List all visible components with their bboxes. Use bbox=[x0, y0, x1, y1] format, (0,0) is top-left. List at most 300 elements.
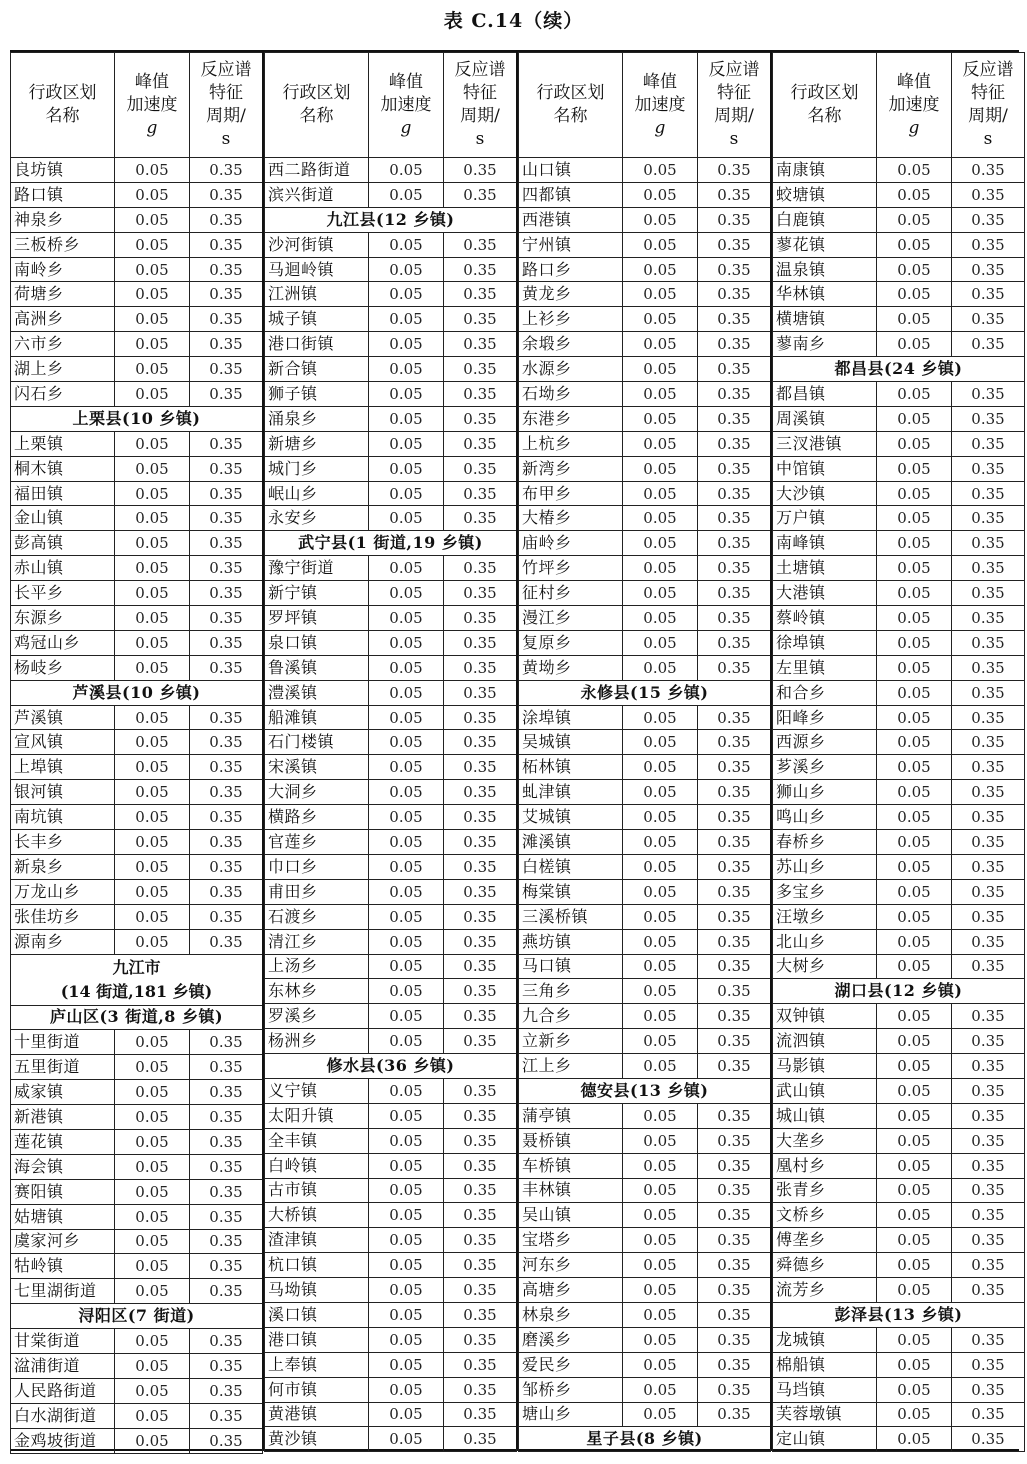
peak-acceleration: 0.05 bbox=[369, 680, 444, 705]
place-name: 大沙镇 bbox=[773, 481, 877, 506]
characteristic-period: 0.35 bbox=[952, 257, 1025, 282]
peak-acceleration: 0.05 bbox=[115, 456, 190, 481]
characteristic-period: 0.35 bbox=[952, 182, 1025, 207]
place-name: 人民路街道 bbox=[11, 1378, 115, 1403]
table-row bbox=[265, 232, 517, 257]
peak-acceleration: 0.05 bbox=[369, 1004, 444, 1029]
table-row bbox=[11, 1329, 263, 1354]
place-name: 巾口乡 bbox=[265, 854, 369, 879]
place-name: 新合镇 bbox=[265, 357, 369, 382]
characteristic-period: 0.35 bbox=[190, 1229, 263, 1254]
place-name: 大树乡 bbox=[773, 954, 877, 979]
peak-acceleration: 0.05 bbox=[369, 705, 444, 730]
table-row bbox=[773, 307, 1025, 332]
table-row bbox=[265, 1278, 517, 1303]
place-name: 马影镇 bbox=[773, 1054, 877, 1079]
place-name: 高塘乡 bbox=[519, 1278, 623, 1303]
place-name: 西源乡 bbox=[773, 730, 877, 755]
characteristic-period: 0.35 bbox=[698, 1153, 771, 1178]
characteristic-period: 0.35 bbox=[698, 207, 771, 232]
peak-acceleration: 0.05 bbox=[877, 954, 952, 979]
peak-acceleration: 0.05 bbox=[115, 207, 190, 232]
characteristic-period: 0.35 bbox=[698, 307, 771, 332]
place-name: 神泉乡 bbox=[11, 207, 115, 232]
characteristic-period: 0.35 bbox=[952, 1128, 1025, 1153]
table-row bbox=[11, 307, 263, 332]
place-name: 赤山镇 bbox=[11, 556, 115, 581]
place-name: 左里镇 bbox=[773, 655, 877, 680]
characteristic-period: 0.35 bbox=[444, 406, 517, 431]
table-row bbox=[265, 1228, 517, 1253]
characteristic-period: 0.35 bbox=[952, 655, 1025, 680]
table-row bbox=[519, 1253, 771, 1278]
table-row bbox=[11, 1353, 263, 1378]
place-name: 磨溪乡 bbox=[519, 1327, 623, 1352]
characteristic-period: 0.35 bbox=[444, 481, 517, 506]
characteristic-period: 0.35 bbox=[444, 979, 517, 1004]
table-row bbox=[11, 830, 263, 855]
peak-acceleration: 0.05 bbox=[623, 406, 698, 431]
table-row bbox=[265, 332, 517, 357]
characteristic-period: 0.35 bbox=[952, 382, 1025, 407]
characteristic-period: 0.35 bbox=[444, 456, 517, 481]
place-name: 宝塔乡 bbox=[519, 1228, 623, 1253]
peak-acceleration: 0.05 bbox=[623, 307, 698, 332]
peak-acceleration: 0.05 bbox=[369, 1103, 444, 1128]
peak-acceleration: 0.05 bbox=[115, 282, 190, 307]
table-row bbox=[519, 481, 771, 506]
place-name: 爱民乡 bbox=[519, 1352, 623, 1377]
place-name: 大洞乡 bbox=[265, 780, 369, 805]
place-name: 丰林镇 bbox=[519, 1178, 623, 1203]
characteristic-period: 0.35 bbox=[190, 456, 263, 481]
county-heading: 芦溪县(10 乡镇) bbox=[11, 680, 263, 705]
characteristic-period: 0.35 bbox=[952, 1004, 1025, 1029]
place-name: 滨兴街道 bbox=[265, 182, 369, 207]
characteristic-period: 0.35 bbox=[444, 182, 517, 207]
section-row bbox=[519, 680, 771, 705]
place-name: 石渡乡 bbox=[265, 904, 369, 929]
peak-acceleration: 0.05 bbox=[115, 904, 190, 929]
characteristic-period: 0.35 bbox=[190, 357, 263, 382]
place-name: 横路乡 bbox=[265, 805, 369, 830]
header-pga-line1: 峰值 bbox=[643, 71, 677, 92]
table-row bbox=[265, 158, 517, 183]
place-name: 甫田乡 bbox=[265, 879, 369, 904]
peak-acceleration: 0.05 bbox=[115, 1329, 190, 1354]
table-row bbox=[773, 382, 1025, 407]
peak-acceleration: 0.05 bbox=[369, 1427, 444, 1452]
peak-acceleration: 0.05 bbox=[115, 1254, 190, 1279]
table-row bbox=[11, 332, 263, 357]
characteristic-period: 0.35 bbox=[698, 630, 771, 655]
characteristic-period: 0.35 bbox=[952, 1054, 1025, 1079]
table-row bbox=[265, 506, 517, 531]
place-name: 上奉镇 bbox=[265, 1352, 369, 1377]
table-row bbox=[11, 1204, 263, 1229]
table-row bbox=[11, 879, 263, 904]
table-row bbox=[265, 879, 517, 904]
characteristic-period: 0.35 bbox=[444, 755, 517, 780]
peak-acceleration: 0.05 bbox=[877, 929, 952, 954]
peak-acceleration: 0.05 bbox=[369, 830, 444, 855]
characteristic-period: 0.35 bbox=[444, 232, 517, 257]
place-name: 姑塘镇 bbox=[11, 1204, 115, 1229]
peak-acceleration: 0.05 bbox=[115, 1055, 190, 1080]
place-name: 罗溪乡 bbox=[265, 1004, 369, 1029]
peak-acceleration: 0.05 bbox=[877, 705, 952, 730]
peak-acceleration: 0.05 bbox=[115, 481, 190, 506]
peak-acceleration: 0.05 bbox=[623, 904, 698, 929]
characteristic-period: 0.35 bbox=[444, 158, 517, 183]
characteristic-period: 0.35 bbox=[698, 929, 771, 954]
place-name: 太阳升镇 bbox=[265, 1103, 369, 1128]
place-name: 荷塘乡 bbox=[11, 282, 115, 307]
peak-acceleration: 0.05 bbox=[369, 307, 444, 332]
peak-acceleration: 0.05 bbox=[623, 1178, 698, 1203]
peak-acceleration: 0.05 bbox=[369, 1153, 444, 1178]
place-name: 三溪桥镇 bbox=[519, 904, 623, 929]
peak-acceleration: 0.05 bbox=[115, 1179, 190, 1204]
peak-acceleration: 0.05 bbox=[369, 730, 444, 755]
table-row bbox=[11, 382, 263, 407]
place-name: 狮山乡 bbox=[773, 780, 877, 805]
table-row bbox=[11, 581, 263, 606]
characteristic-period: 0.35 bbox=[698, 1029, 771, 1054]
place-name: 上汤乡 bbox=[265, 954, 369, 979]
characteristic-period: 0.35 bbox=[952, 755, 1025, 780]
table-row bbox=[11, 1279, 263, 1304]
peak-acceleration: 0.05 bbox=[623, 481, 698, 506]
place-name: 四都镇 bbox=[519, 182, 623, 207]
peak-acceleration: 0.05 bbox=[115, 506, 190, 531]
characteristic-period: 0.35 bbox=[952, 1352, 1025, 1377]
peak-acceleration: 0.05 bbox=[623, 282, 698, 307]
table-row bbox=[11, 705, 263, 730]
table-row bbox=[11, 854, 263, 879]
place-name: 上埠镇 bbox=[11, 755, 115, 780]
place-name: 流泗镇 bbox=[773, 1029, 877, 1054]
table-row bbox=[265, 282, 517, 307]
place-name: 泉口镇 bbox=[265, 630, 369, 655]
data-table bbox=[772, 52, 1025, 1452]
table-row bbox=[773, 332, 1025, 357]
table-row bbox=[265, 1352, 517, 1377]
header-pga-line3: g bbox=[654, 117, 666, 138]
peak-acceleration: 0.05 bbox=[369, 456, 444, 481]
peak-acceleration: 0.05 bbox=[877, 879, 952, 904]
header-period bbox=[952, 53, 1025, 158]
place-name: 芗溪乡 bbox=[773, 755, 877, 780]
characteristic-period: 0.35 bbox=[952, 1327, 1025, 1352]
place-name: 征村乡 bbox=[519, 581, 623, 606]
peak-acceleration: 0.05 bbox=[623, 655, 698, 680]
header-pga-line3: g bbox=[400, 117, 412, 138]
characteristic-period: 0.35 bbox=[698, 1178, 771, 1203]
peak-acceleration: 0.05 bbox=[115, 307, 190, 332]
table-row bbox=[11, 1080, 263, 1105]
peak-acceleration: 0.05 bbox=[623, 382, 698, 407]
table-panel-1 bbox=[10, 52, 262, 1454]
header-period-line4: s bbox=[475, 129, 485, 149]
peak-acceleration: 0.05 bbox=[877, 556, 952, 581]
characteristic-period: 0.35 bbox=[952, 1029, 1025, 1054]
header-pga-line1: 峰值 bbox=[135, 71, 169, 92]
table-row bbox=[519, 606, 771, 631]
table-row bbox=[773, 182, 1025, 207]
peak-acceleration: 0.05 bbox=[877, 257, 952, 282]
table-row bbox=[773, 1327, 1025, 1352]
place-name: 新宁镇 bbox=[265, 581, 369, 606]
characteristic-period: 0.35 bbox=[190, 581, 263, 606]
place-name: 蛟塘镇 bbox=[773, 182, 877, 207]
characteristic-period: 0.35 bbox=[698, 431, 771, 456]
peak-acceleration: 0.05 bbox=[115, 854, 190, 879]
characteristic-period: 0.35 bbox=[698, 506, 771, 531]
peak-acceleration: 0.05 bbox=[877, 382, 952, 407]
peak-acceleration: 0.05 bbox=[369, 158, 444, 183]
table-row bbox=[11, 1129, 263, 1154]
header-name-line1: 行政区划 bbox=[28, 83, 97, 103]
peak-acceleration: 0.05 bbox=[369, 755, 444, 780]
table-row bbox=[773, 1004, 1025, 1029]
table-row bbox=[11, 1254, 263, 1279]
characteristic-period: 0.35 bbox=[444, 1078, 517, 1103]
place-name: 义宁镇 bbox=[265, 1078, 369, 1103]
table-row bbox=[519, 979, 771, 1004]
peak-acceleration: 0.05 bbox=[115, 780, 190, 805]
county-heading: 湖口县(12 乡镇) bbox=[773, 979, 1025, 1004]
peak-acceleration: 0.05 bbox=[877, 1327, 952, 1352]
peak-acceleration: 0.05 bbox=[623, 556, 698, 581]
table-row bbox=[773, 531, 1025, 556]
place-name: 豫宁街道 bbox=[265, 556, 369, 581]
city-heading bbox=[11, 954, 263, 1005]
characteristic-period: 0.35 bbox=[190, 630, 263, 655]
peak-acceleration: 0.05 bbox=[115, 382, 190, 407]
place-name: 和合乡 bbox=[773, 680, 877, 705]
table-row bbox=[773, 456, 1025, 481]
place-name: 漫江乡 bbox=[519, 606, 623, 631]
table-row bbox=[11, 780, 263, 805]
characteristic-period: 0.35 bbox=[444, 332, 517, 357]
characteristic-period: 0.35 bbox=[190, 1179, 263, 1204]
characteristic-period: 0.35 bbox=[444, 1203, 517, 1228]
place-name: 马坳镇 bbox=[265, 1278, 369, 1303]
characteristic-period: 0.35 bbox=[698, 854, 771, 879]
place-name: 黄沙镇 bbox=[265, 1427, 369, 1452]
characteristic-period: 0.35 bbox=[444, 282, 517, 307]
characteristic-period: 0.35 bbox=[952, 232, 1025, 257]
peak-acceleration: 0.05 bbox=[369, 1228, 444, 1253]
section-row bbox=[11, 954, 263, 1005]
section-row bbox=[265, 531, 517, 556]
table-row bbox=[265, 357, 517, 382]
characteristic-period: 0.35 bbox=[444, 780, 517, 805]
characteristic-period: 0.35 bbox=[698, 755, 771, 780]
table-row bbox=[11, 456, 263, 481]
table-row bbox=[265, 1153, 517, 1178]
header-pga-line2: 加速度 bbox=[634, 94, 686, 115]
peak-acceleration: 0.05 bbox=[115, 1080, 190, 1105]
place-name: 罗坪镇 bbox=[265, 606, 369, 631]
peak-acceleration: 0.05 bbox=[623, 830, 698, 855]
place-name: 银河镇 bbox=[11, 780, 115, 805]
characteristic-period: 0.35 bbox=[190, 830, 263, 855]
characteristic-period: 0.35 bbox=[952, 406, 1025, 431]
table-row bbox=[265, 655, 517, 680]
peak-acceleration: 0.05 bbox=[877, 1253, 952, 1278]
place-name: 马迴岭镇 bbox=[265, 257, 369, 282]
peak-acceleration: 0.05 bbox=[369, 182, 444, 207]
header-pga bbox=[369, 53, 444, 158]
characteristic-period: 0.35 bbox=[698, 531, 771, 556]
section-row bbox=[11, 1005, 263, 1030]
table-row bbox=[265, 929, 517, 954]
table-row bbox=[773, 1228, 1025, 1253]
characteristic-period: 0.35 bbox=[190, 307, 263, 332]
place-name: 福田镇 bbox=[11, 481, 115, 506]
characteristic-period: 0.35 bbox=[444, 1278, 517, 1303]
place-name: 万龙山乡 bbox=[11, 879, 115, 904]
characteristic-period: 0.35 bbox=[952, 830, 1025, 855]
characteristic-period: 0.35 bbox=[698, 780, 771, 805]
table-row bbox=[773, 158, 1025, 183]
table-row bbox=[773, 1103, 1025, 1128]
table-row bbox=[11, 207, 263, 232]
place-name: 官莲乡 bbox=[265, 830, 369, 855]
characteristic-period: 0.35 bbox=[952, 307, 1025, 332]
peak-acceleration: 0.05 bbox=[623, 755, 698, 780]
table-row bbox=[11, 1105, 263, 1130]
data-table bbox=[264, 52, 517, 1452]
data-table bbox=[518, 52, 771, 1452]
peak-acceleration: 0.05 bbox=[623, 232, 698, 257]
table-row bbox=[519, 1278, 771, 1303]
characteristic-period: 0.35 bbox=[190, 854, 263, 879]
place-name: 六市乡 bbox=[11, 332, 115, 357]
place-name: 阳峰乡 bbox=[773, 705, 877, 730]
characteristic-period: 0.35 bbox=[190, 730, 263, 755]
characteristic-period: 0.35 bbox=[444, 705, 517, 730]
characteristic-period: 0.35 bbox=[444, 680, 517, 705]
place-name: 虬津镇 bbox=[519, 780, 623, 805]
characteristic-period: 0.35 bbox=[952, 506, 1025, 531]
table-row bbox=[265, 705, 517, 730]
place-name: 鸣山乡 bbox=[773, 805, 877, 830]
peak-acceleration: 0.05 bbox=[115, 1353, 190, 1378]
table-row bbox=[265, 1178, 517, 1203]
characteristic-period: 0.35 bbox=[444, 1004, 517, 1029]
table-row bbox=[773, 1253, 1025, 1278]
place-name: 九合乡 bbox=[519, 1004, 623, 1029]
place-name: 城山镇 bbox=[773, 1103, 877, 1128]
table-row bbox=[519, 854, 771, 879]
peak-acceleration: 0.05 bbox=[115, 1378, 190, 1403]
place-name: 石坳乡 bbox=[519, 382, 623, 407]
peak-acceleration: 0.05 bbox=[877, 630, 952, 655]
peak-acceleration: 0.05 bbox=[623, 1029, 698, 1054]
table-row bbox=[773, 1402, 1025, 1427]
place-name: 温泉镇 bbox=[773, 257, 877, 282]
place-name: 芙蓉墩镇 bbox=[773, 1402, 877, 1427]
place-name: 岷山乡 bbox=[265, 481, 369, 506]
place-name: 七里湖街道 bbox=[11, 1279, 115, 1304]
peak-acceleration: 0.05 bbox=[369, 954, 444, 979]
peak-acceleration: 0.05 bbox=[623, 954, 698, 979]
place-name: 金鸡坡街道 bbox=[11, 1428, 115, 1453]
peak-acceleration: 0.05 bbox=[369, 332, 444, 357]
characteristic-period: 0.35 bbox=[698, 1103, 771, 1128]
characteristic-period: 0.35 bbox=[698, 606, 771, 631]
peak-acceleration: 0.05 bbox=[877, 1352, 952, 1377]
peak-acceleration: 0.05 bbox=[877, 780, 952, 805]
table-row bbox=[519, 158, 771, 183]
table-row bbox=[773, 1203, 1025, 1228]
header-pga-line3: g bbox=[146, 117, 158, 138]
county-heading: 浔阳区(7 街道) bbox=[11, 1304, 263, 1329]
peak-acceleration: 0.05 bbox=[115, 755, 190, 780]
peak-acceleration: 0.05 bbox=[877, 854, 952, 879]
characteristic-period: 0.35 bbox=[190, 1329, 263, 1354]
table-row bbox=[773, 705, 1025, 730]
place-name: 海会镇 bbox=[11, 1154, 115, 1179]
place-name: 涌泉乡 bbox=[265, 406, 369, 431]
place-name: 黄港镇 bbox=[265, 1402, 369, 1427]
table-row bbox=[519, 182, 771, 207]
table-row bbox=[265, 257, 517, 282]
peak-acceleration: 0.05 bbox=[623, 1278, 698, 1303]
characteristic-period: 0.35 bbox=[952, 431, 1025, 456]
place-name: 春桥乡 bbox=[773, 830, 877, 855]
place-name: 土塘镇 bbox=[773, 556, 877, 581]
place-name: 三角乡 bbox=[519, 979, 623, 1004]
table-row bbox=[11, 1154, 263, 1179]
place-name: 大桥镇 bbox=[265, 1203, 369, 1228]
table-row bbox=[773, 830, 1025, 855]
peak-acceleration: 0.05 bbox=[369, 655, 444, 680]
place-name: 柘林镇 bbox=[519, 755, 623, 780]
table-row bbox=[519, 1402, 771, 1427]
characteristic-period: 0.35 bbox=[698, 979, 771, 1004]
characteristic-period: 0.35 bbox=[190, 929, 263, 954]
header-period bbox=[190, 53, 263, 158]
place-name: 蓼花镇 bbox=[773, 232, 877, 257]
characteristic-period: 0.35 bbox=[190, 207, 263, 232]
place-name: 甘棠街道 bbox=[11, 1329, 115, 1354]
characteristic-period: 0.35 bbox=[698, 705, 771, 730]
peak-acceleration: 0.05 bbox=[877, 830, 952, 855]
characteristic-period: 0.35 bbox=[952, 1427, 1025, 1452]
characteristic-period: 0.35 bbox=[952, 954, 1025, 979]
place-name: 宁州镇 bbox=[519, 232, 623, 257]
peak-acceleration: 0.05 bbox=[369, 1278, 444, 1303]
place-name: 流芳乡 bbox=[773, 1278, 877, 1303]
peak-acceleration: 0.05 bbox=[623, 1302, 698, 1327]
characteristic-period: 0.35 bbox=[952, 1228, 1025, 1253]
characteristic-period: 0.35 bbox=[952, 805, 1025, 830]
place-name: 十里街道 bbox=[11, 1030, 115, 1055]
place-name: 定山镇 bbox=[773, 1427, 877, 1452]
peak-acceleration: 0.05 bbox=[623, 805, 698, 830]
peak-acceleration: 0.05 bbox=[115, 232, 190, 257]
characteristic-period: 0.35 bbox=[444, 606, 517, 631]
table-panel-2 bbox=[264, 52, 516, 1452]
place-name: 城子镇 bbox=[265, 307, 369, 332]
place-name: 渣津镇 bbox=[265, 1228, 369, 1253]
place-name: 吴城镇 bbox=[519, 730, 623, 755]
peak-acceleration: 0.05 bbox=[877, 755, 952, 780]
